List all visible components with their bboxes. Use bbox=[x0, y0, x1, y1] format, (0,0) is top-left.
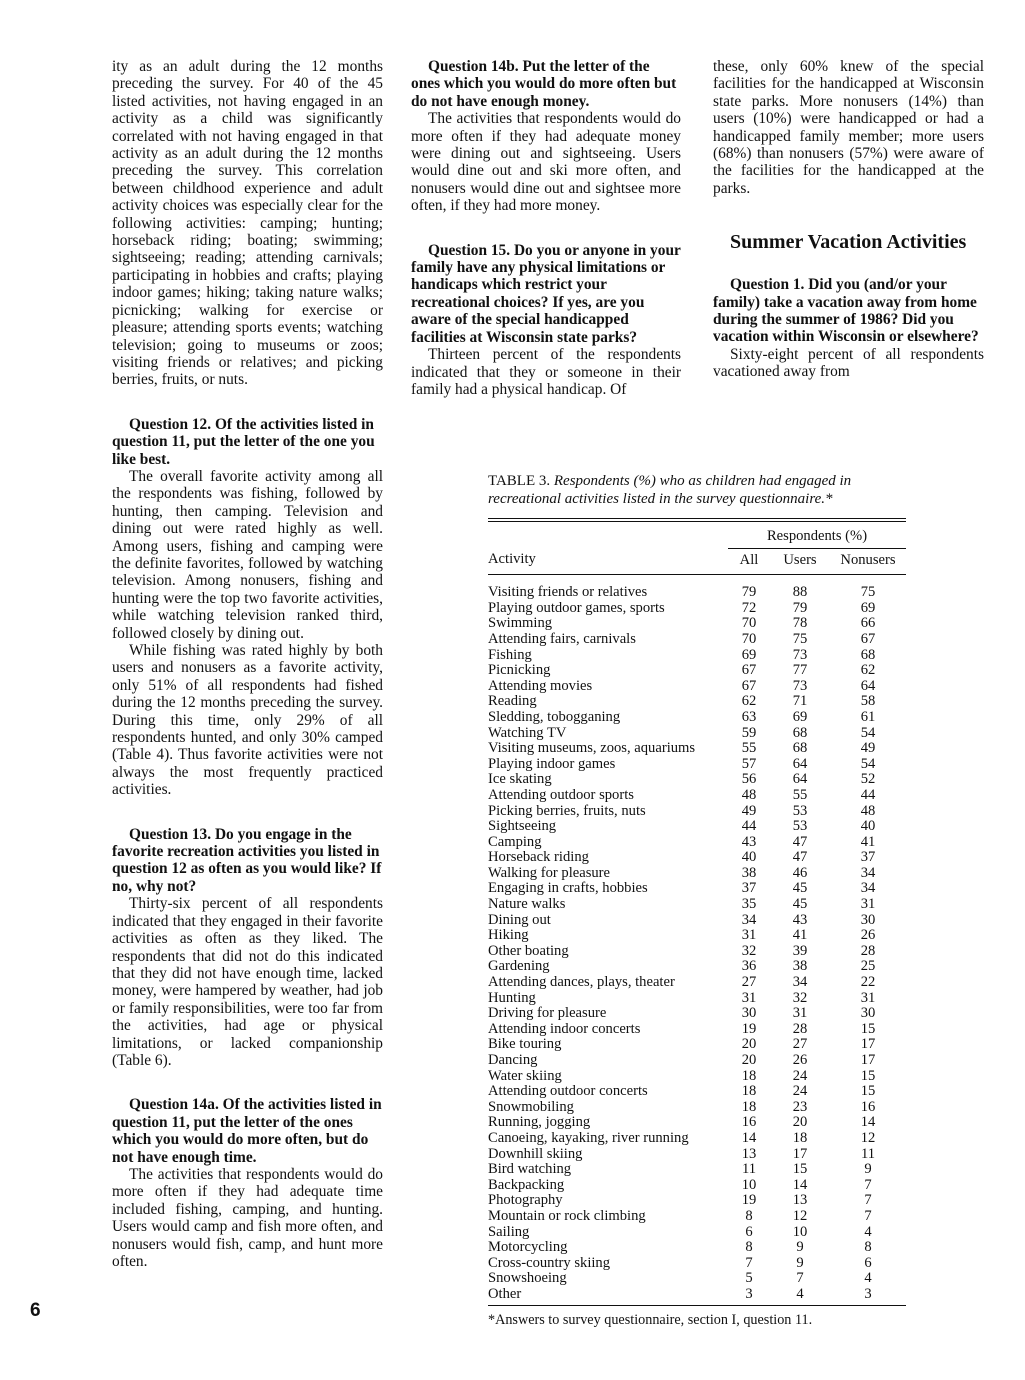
cell-all: 72 bbox=[741, 599, 757, 616]
table-caption-label: TABLE 3. bbox=[488, 473, 551, 489]
cell-activity: Snowmobiling bbox=[488, 1098, 574, 1115]
cell-all: 69 bbox=[741, 646, 757, 663]
cell-nonusers: 3 bbox=[830, 1287, 906, 1305]
table-body bbox=[488, 575, 906, 1305]
cell-users: 64 bbox=[792, 771, 808, 788]
cell-all: 62 bbox=[741, 693, 757, 710]
question-15-heading: Question 15. Do you or anyone in your family have any physical limitations or handicaps which restrict your recreational choices? If yes, are you aware of the special handicapped facilities at Wisconsin state parks? bbox=[411, 241, 681, 346]
cell-all: 8 bbox=[745, 1239, 753, 1256]
cell-activity: Hiking bbox=[488, 927, 529, 944]
cell-activity: Attending indoor concerts bbox=[488, 1020, 641, 1037]
table-caption bbox=[488, 472, 906, 508]
table-row bbox=[488, 726, 906, 742]
cell-users: 15 bbox=[792, 1161, 808, 1178]
summer-question-1-paragraph: Sixty-eight percent of all respondents vacationed away from bbox=[713, 345, 984, 381]
cell-nonusers: 17 bbox=[860, 1052, 876, 1068]
cell-all: 31 bbox=[741, 927, 757, 944]
table-row bbox=[488, 1100, 906, 1116]
cell-users: 75 bbox=[792, 630, 808, 647]
column-middle bbox=[411, 58, 681, 398]
cell-activity: Fishing bbox=[488, 646, 532, 663]
cell-nonusers: 17 bbox=[860, 1036, 876, 1053]
cell-all: 11 bbox=[741, 1161, 757, 1178]
cell-users: 38 bbox=[792, 958, 808, 975]
cell-users: 9 bbox=[796, 1239, 804, 1256]
cell-nonusers: 61 bbox=[860, 708, 876, 725]
cell-all: 14 bbox=[741, 1129, 757, 1146]
cell-all: 43 bbox=[741, 833, 757, 850]
cell-users: 45 bbox=[792, 880, 808, 897]
table-row bbox=[488, 804, 906, 820]
cell-users: 24 bbox=[792, 1067, 808, 1084]
intro-paragraph: ity as an adult during the 12 months preceding the survey. For 40 of the 45 listed activities, not having engaged in an activity as a child was significantly correlated with not having engaged in that activity as an adult during the 12 months preceding the survey. This correlation between childhood experience and adult activity choices was especially clear for the following activities: camping; hunting; horseback riding; boating; swimming; sightseeing; reading; attending carnivals; participating in hobbies and crafts; playing indoor games; hiking; taking nature walks; picnicking; walking for exercise or pleasure; attending sports events; watching television; going to museums or zoos; visiting friends or relatives; and picking berries, fruits, or nuts. bbox=[112, 58, 383, 389]
cell-activity: Ice skating bbox=[488, 771, 552, 788]
cell-all: 16 bbox=[741, 1114, 757, 1131]
column-header-users: Users bbox=[770, 548, 830, 575]
column-right bbox=[713, 58, 984, 381]
cell-activity: Picnicking bbox=[488, 662, 551, 679]
cell-users: 17 bbox=[792, 1145, 808, 1162]
cell-activity: Cross-country skiing bbox=[488, 1254, 611, 1271]
table-row bbox=[488, 1178, 906, 1194]
cell-users: 53 bbox=[792, 802, 808, 819]
cell-nonusers: 34 bbox=[860, 880, 876, 897]
cell-users: 43 bbox=[792, 911, 808, 928]
table-row bbox=[488, 679, 906, 695]
cell-activity: Sailing bbox=[488, 1223, 530, 1240]
cell-activity: Snowshoeing bbox=[488, 1270, 567, 1287]
table-row bbox=[488, 944, 906, 960]
table-row bbox=[488, 1147, 906, 1163]
cell-all: 20 bbox=[741, 1036, 757, 1053]
cell-nonusers: 15 bbox=[860, 1067, 876, 1084]
cell-users: 32 bbox=[792, 989, 808, 1006]
question-12-paragraph-2: While fishing was rated highly by both users and nonusers as a favorite activity, only 51% of all respondents had fished during the 12 months preceding the survey. During this time, only 29% of all respondents hunted, and only 30% camped (Table 4). Thus favorite activities were not always the most frequently practiced activities. bbox=[112, 642, 383, 799]
cell-users: 7 bbox=[796, 1270, 804, 1287]
cell-users: 12 bbox=[792, 1207, 808, 1224]
table-row bbox=[488, 1037, 906, 1053]
cell-activity: Backpacking bbox=[488, 1176, 565, 1193]
table-row bbox=[488, 1271, 906, 1287]
table-row bbox=[488, 850, 906, 866]
cell-all: 13 bbox=[741, 1145, 757, 1162]
cell-nonusers: 30 bbox=[860, 911, 876, 928]
cell-all: 10 bbox=[741, 1176, 757, 1193]
cell-activity: Hunting bbox=[488, 989, 536, 1006]
cell-nonusers: 14 bbox=[860, 1114, 876, 1131]
column-left bbox=[112, 58, 383, 1270]
table-row bbox=[488, 741, 906, 757]
cell-users: 68 bbox=[792, 724, 808, 741]
cell-nonusers: 7 bbox=[864, 1176, 872, 1193]
cell-nonusers: 49 bbox=[860, 740, 876, 757]
table-row bbox=[488, 1115, 906, 1131]
cell-all: 56 bbox=[741, 771, 757, 788]
cell-nonusers: 15 bbox=[860, 1020, 876, 1037]
cell-all: 67 bbox=[741, 662, 757, 679]
table-row bbox=[488, 1131, 906, 1147]
table-row bbox=[488, 1240, 906, 1256]
cell-all: 55 bbox=[741, 740, 757, 757]
cell-nonusers: 9 bbox=[864, 1161, 872, 1178]
cell-all: 5 bbox=[745, 1270, 753, 1287]
cell-nonusers: 62 bbox=[860, 662, 876, 679]
cell-nonusers: 48 bbox=[860, 802, 876, 819]
table-row bbox=[488, 788, 906, 804]
cell-all: 7 bbox=[745, 1254, 753, 1271]
cell-users: 28 bbox=[792, 1020, 808, 1037]
question-12-paragraph-1: The overall favorite activity among all the respondents was fishing, followed by hunting, then camping. Television and dining out were rated highly as well. Among users, fishing and camping were the definite favorites, followed by watching television. Among nonusers, fishing and hunting were the top two favorite activities, while watching television ranked third, followed closely by dining out. bbox=[112, 467, 383, 642]
table-row bbox=[488, 772, 906, 788]
table-row bbox=[488, 819, 906, 835]
cell-nonusers: 11 bbox=[860, 1145, 876, 1162]
table-caption-text: Respondents (%) who as children had engaged in recreational activities listed in the survey questionnaire.* bbox=[488, 473, 852, 507]
table-row bbox=[488, 1006, 906, 1022]
cell-nonusers: 54 bbox=[860, 724, 876, 741]
cell-activity: Swimming bbox=[488, 615, 553, 632]
cell-users: 10 bbox=[792, 1223, 808, 1240]
cell-all: 70 bbox=[741, 615, 757, 632]
table-row bbox=[488, 1162, 906, 1178]
cell-activity: Horseback riding bbox=[488, 849, 589, 866]
cell-nonusers: 64 bbox=[860, 677, 876, 694]
cell-nonusers: 15 bbox=[860, 1083, 876, 1100]
cell-users: 31 bbox=[792, 1005, 808, 1022]
table-row bbox=[488, 757, 906, 773]
cell-activity: Walking for pleasure bbox=[488, 864, 611, 881]
question-13-heading: Question 13. Do you engage in the favorite recreation activities you listed in question 12 as often as you would like? If no, why not? bbox=[112, 825, 382, 895]
cell-users: 71 bbox=[792, 693, 808, 710]
cell-users: 41 bbox=[792, 927, 808, 944]
cell-nonusers: 6 bbox=[864, 1254, 872, 1271]
table-row bbox=[488, 975, 906, 991]
cell-activity: Attending dances, plays, theater bbox=[488, 974, 675, 991]
cell-activity: Dancing bbox=[488, 1052, 538, 1068]
cell-nonusers: 44 bbox=[860, 786, 876, 803]
cell-all: 36 bbox=[741, 958, 757, 975]
question-14a-heading: Question 14a. Of the activities listed in question 11, put the letter of the ones which you would do more often, but do not have enough time. bbox=[112, 1096, 382, 1166]
table-row bbox=[488, 881, 906, 897]
cell-users: 69 bbox=[792, 708, 808, 725]
cell-all: 19 bbox=[741, 1192, 757, 1209]
cell-all: 19 bbox=[741, 1020, 757, 1037]
cell-users: 55 bbox=[792, 786, 808, 803]
cell-all: 57 bbox=[741, 755, 757, 772]
table-row bbox=[488, 959, 906, 975]
cell-activity: Playing outdoor games, sports bbox=[488, 599, 665, 616]
cell-users: 14 bbox=[792, 1176, 808, 1193]
header-spacer bbox=[488, 522, 728, 548]
cell-nonusers: 68 bbox=[860, 646, 876, 663]
table-row bbox=[488, 1193, 906, 1209]
cell-all: 38 bbox=[741, 864, 757, 881]
cell-activity: Attending fairs, carnivals bbox=[488, 630, 636, 647]
cell-all: 59 bbox=[741, 724, 757, 741]
cell-activity: Dining out bbox=[488, 911, 551, 928]
cell-activity: Motorcycling bbox=[488, 1239, 568, 1256]
cell-all: 63 bbox=[741, 708, 757, 725]
cell-activity: Mountain or rock climbing bbox=[488, 1207, 646, 1224]
table-row bbox=[488, 913, 906, 929]
cell-activity: Bird watching bbox=[488, 1161, 572, 1178]
cell-users: 47 bbox=[792, 833, 808, 850]
cell-activity: Canoeing, kayaking, river running bbox=[488, 1129, 689, 1146]
handicap-continuation-paragraph: these, only 60% knew of the special facilities for the handicapped at Wisconsin state parks. More nonusers (14%) than users (10%) were handicapped or had a handicapped family member; more users (68%) than nonusers (57%) were aware of the facilities for the handicapped at the parks. bbox=[713, 58, 984, 197]
table-row bbox=[488, 601, 906, 617]
cell-all: 79 bbox=[741, 584, 757, 601]
cell-activity: Picking berries, fruits, nuts bbox=[488, 802, 646, 819]
cell-users: 26 bbox=[792, 1052, 808, 1068]
cell-all: 67 bbox=[741, 677, 757, 694]
cell-nonusers: 30 bbox=[860, 1005, 876, 1022]
cell-nonusers: 58 bbox=[860, 693, 876, 710]
cell-activity: Camping bbox=[488, 833, 542, 850]
question-14b-heading: Question 14b. Put the letter of the ones which you would do more often but do not have enough money. bbox=[411, 58, 677, 110]
cell-nonusers: 4 bbox=[864, 1223, 872, 1240]
cell-nonusers: 69 bbox=[860, 599, 876, 616]
cell-activity: Visiting museums, zoos, aquariums bbox=[488, 740, 696, 757]
table-row bbox=[488, 1084, 906, 1100]
question-12-heading: Question 12. Of the activities listed in question 11, put the letter of the one you like best. bbox=[112, 415, 375, 468]
cell-users: 18 bbox=[792, 1129, 808, 1146]
cell-activity: Engaging in crafts, hobbies bbox=[488, 880, 648, 897]
table-3 bbox=[488, 472, 906, 1329]
table-row bbox=[488, 1069, 906, 1085]
cell-users: 46 bbox=[792, 864, 808, 881]
table-row bbox=[488, 897, 906, 913]
cell-nonusers: 12 bbox=[860, 1129, 876, 1146]
table-row bbox=[488, 1256, 906, 1272]
cell-nonusers: 75 bbox=[860, 584, 876, 601]
cell-all: 30 bbox=[741, 1005, 757, 1022]
cell-activity: Bike touring bbox=[488, 1036, 562, 1053]
table-row bbox=[488, 928, 906, 944]
cell-nonusers: 4 bbox=[864, 1270, 872, 1287]
cell-activity: Downhill skiing bbox=[488, 1145, 583, 1162]
cell-all: 37 bbox=[741, 880, 757, 897]
cell-activity: Reading bbox=[488, 693, 537, 710]
cell-all: 27 bbox=[741, 974, 757, 991]
cell-users: 77 bbox=[792, 662, 808, 679]
question-14a-paragraph: The activities that respondents would do more often if they had adequate time included fishing, camping, and hunting. Users would camp and fish more often, and nonusers would fish, camp, and hunt more often. bbox=[112, 1165, 383, 1270]
table-row bbox=[488, 710, 906, 726]
cell-all: 34 bbox=[741, 911, 757, 928]
cell-users: 73 bbox=[792, 646, 808, 663]
cell-all: 48 bbox=[741, 786, 757, 803]
table-row bbox=[488, 1209, 906, 1225]
cell-users: 88 bbox=[792, 584, 808, 601]
cell-users: 64 bbox=[792, 755, 808, 772]
cell-users: 27 bbox=[792, 1036, 808, 1053]
cell-all: 8 bbox=[745, 1207, 753, 1224]
table-row bbox=[488, 866, 906, 882]
cell-activity: Watching TV bbox=[488, 724, 567, 741]
cell-nonusers: 7 bbox=[864, 1207, 872, 1224]
cell-nonusers: 22 bbox=[860, 974, 876, 991]
table-row bbox=[488, 991, 906, 1007]
cell-nonusers: 26 bbox=[860, 927, 876, 944]
cell-users: 78 bbox=[792, 615, 808, 632]
cell-activity: Sledding, tobogganing bbox=[488, 708, 621, 725]
cell-activity: Gardening bbox=[488, 958, 550, 975]
cell-users: 13 bbox=[792, 1192, 808, 1209]
cell-activity: Water skiing bbox=[488, 1067, 562, 1084]
cell-nonusers: 28 bbox=[860, 942, 876, 959]
cell-users: 23 bbox=[792, 1098, 808, 1115]
cell-users: 68 bbox=[792, 740, 808, 757]
cell-activity: Playing indoor games bbox=[488, 755, 616, 772]
question-15-paragraph: Thirteen percent of the respondents indicated that they or someone in their family had a physical handicap. Of bbox=[411, 346, 681, 398]
table-footnote: *Answers to survey questionnaire, section I, question 11. bbox=[488, 1311, 813, 1328]
cell-users: 24 bbox=[792, 1083, 808, 1100]
cell-nonusers: 8 bbox=[864, 1239, 872, 1256]
cell-activity: Visiting friends or relatives bbox=[488, 584, 648, 601]
cell-activity: Other boating bbox=[488, 942, 569, 959]
cell-nonusers: 52 bbox=[860, 771, 876, 788]
table-row bbox=[488, 1053, 906, 1069]
table-row bbox=[488, 575, 906, 601]
cell-nonusers: 25 bbox=[860, 958, 876, 975]
cell-all: 18 bbox=[741, 1067, 757, 1084]
table-row bbox=[488, 616, 906, 632]
table-row bbox=[488, 835, 906, 851]
table-row bbox=[488, 663, 906, 679]
summer-question-1-heading: Question 1. Did you (and/or your family) take a vacation away from home during the summer of 1986? Did you vacation within Wisconsin or elsewhere? bbox=[713, 276, 979, 346]
cell-activity: Driving for pleasure bbox=[488, 1005, 607, 1022]
cell-all: 20 bbox=[741, 1052, 757, 1068]
column-header-nonusers: Nonusers bbox=[830, 548, 906, 575]
cell-activity: Attending movies bbox=[488, 677, 593, 694]
cell-all: 31 bbox=[741, 989, 757, 1006]
cell-all: 6 bbox=[745, 1223, 753, 1240]
cell-nonusers: 37 bbox=[860, 849, 876, 866]
activities-table bbox=[488, 522, 906, 1306]
question-13-paragraph: Thirty-six percent of all respondents indicated that they engaged in their favorite activities as often as they liked. The respondents that did not do this indicated that they did not have enough time, lacked money, were hampered by weather, had job or family responsibilities, were too far from the activities, had age or physical limitations, or lacked companionship (Table 6). bbox=[112, 895, 383, 1069]
cell-all: 3 bbox=[728, 1287, 770, 1305]
cell-activity: Nature walks bbox=[488, 896, 566, 913]
respondents-group-header: Respondents (%) bbox=[728, 522, 906, 548]
cell-activity: Sightseeing bbox=[488, 818, 557, 835]
cell-users: 79 bbox=[792, 599, 808, 616]
cell-activity: Other bbox=[488, 1287, 728, 1305]
cell-all: 32 bbox=[741, 942, 757, 959]
section-heading: Summer Vacation Activities bbox=[730, 231, 967, 254]
column-header-activity: Activity bbox=[488, 548, 728, 575]
cell-nonusers: 31 bbox=[860, 896, 876, 913]
cell-all: 49 bbox=[741, 802, 757, 819]
cell-users: 39 bbox=[792, 942, 808, 959]
page-number: 6 bbox=[30, 1300, 41, 1321]
cell-nonusers: 67 bbox=[860, 630, 876, 647]
cell-all: 18 bbox=[741, 1083, 757, 1100]
cell-all: 44 bbox=[741, 818, 757, 835]
cell-nonusers: 41 bbox=[860, 833, 876, 850]
cell-nonusers: 66 bbox=[860, 615, 876, 632]
cell-activity: Attending outdoor concerts bbox=[488, 1083, 648, 1100]
cell-all: 18 bbox=[741, 1098, 757, 1115]
cell-nonusers: 54 bbox=[860, 755, 876, 772]
cell-nonusers: 7 bbox=[864, 1192, 872, 1209]
table-row bbox=[488, 1225, 906, 1241]
cell-all: 70 bbox=[741, 630, 757, 647]
cell-activity: Photography bbox=[488, 1192, 563, 1209]
cell-users: 45 bbox=[792, 896, 808, 913]
cell-users: 20 bbox=[792, 1114, 808, 1131]
cell-all: 35 bbox=[741, 896, 757, 913]
table-row bbox=[488, 1287, 906, 1305]
table-row bbox=[488, 1022, 906, 1038]
cell-activity: Attending outdoor sports bbox=[488, 786, 634, 803]
cell-activity: Running, jogging bbox=[488, 1114, 591, 1131]
cell-users: 47 bbox=[792, 849, 808, 866]
table-row bbox=[488, 694, 906, 710]
cell-nonusers: 40 bbox=[860, 818, 876, 835]
cell-nonusers: 16 bbox=[860, 1098, 876, 1115]
cell-all: 40 bbox=[741, 849, 757, 866]
cell-users: 53 bbox=[792, 818, 808, 835]
cell-users: 9 bbox=[796, 1254, 804, 1271]
cell-nonusers: 31 bbox=[860, 989, 876, 1006]
cell-users: 4 bbox=[770, 1287, 830, 1305]
table-row bbox=[488, 648, 906, 664]
column-header-all: All bbox=[728, 548, 770, 575]
table-row bbox=[488, 632, 906, 648]
cell-users: 73 bbox=[792, 677, 808, 694]
cell-users: 34 bbox=[792, 974, 808, 991]
table-top-rule bbox=[488, 518, 906, 519]
cell-nonusers: 34 bbox=[860, 864, 876, 881]
question-14b-paragraph: The activities that respondents would do more often if they had adequate money were dining out and sightseeing. Users would dine out and ski more often, and nonusers would dine out and sightsee more often, if they had more money. bbox=[411, 110, 681, 215]
